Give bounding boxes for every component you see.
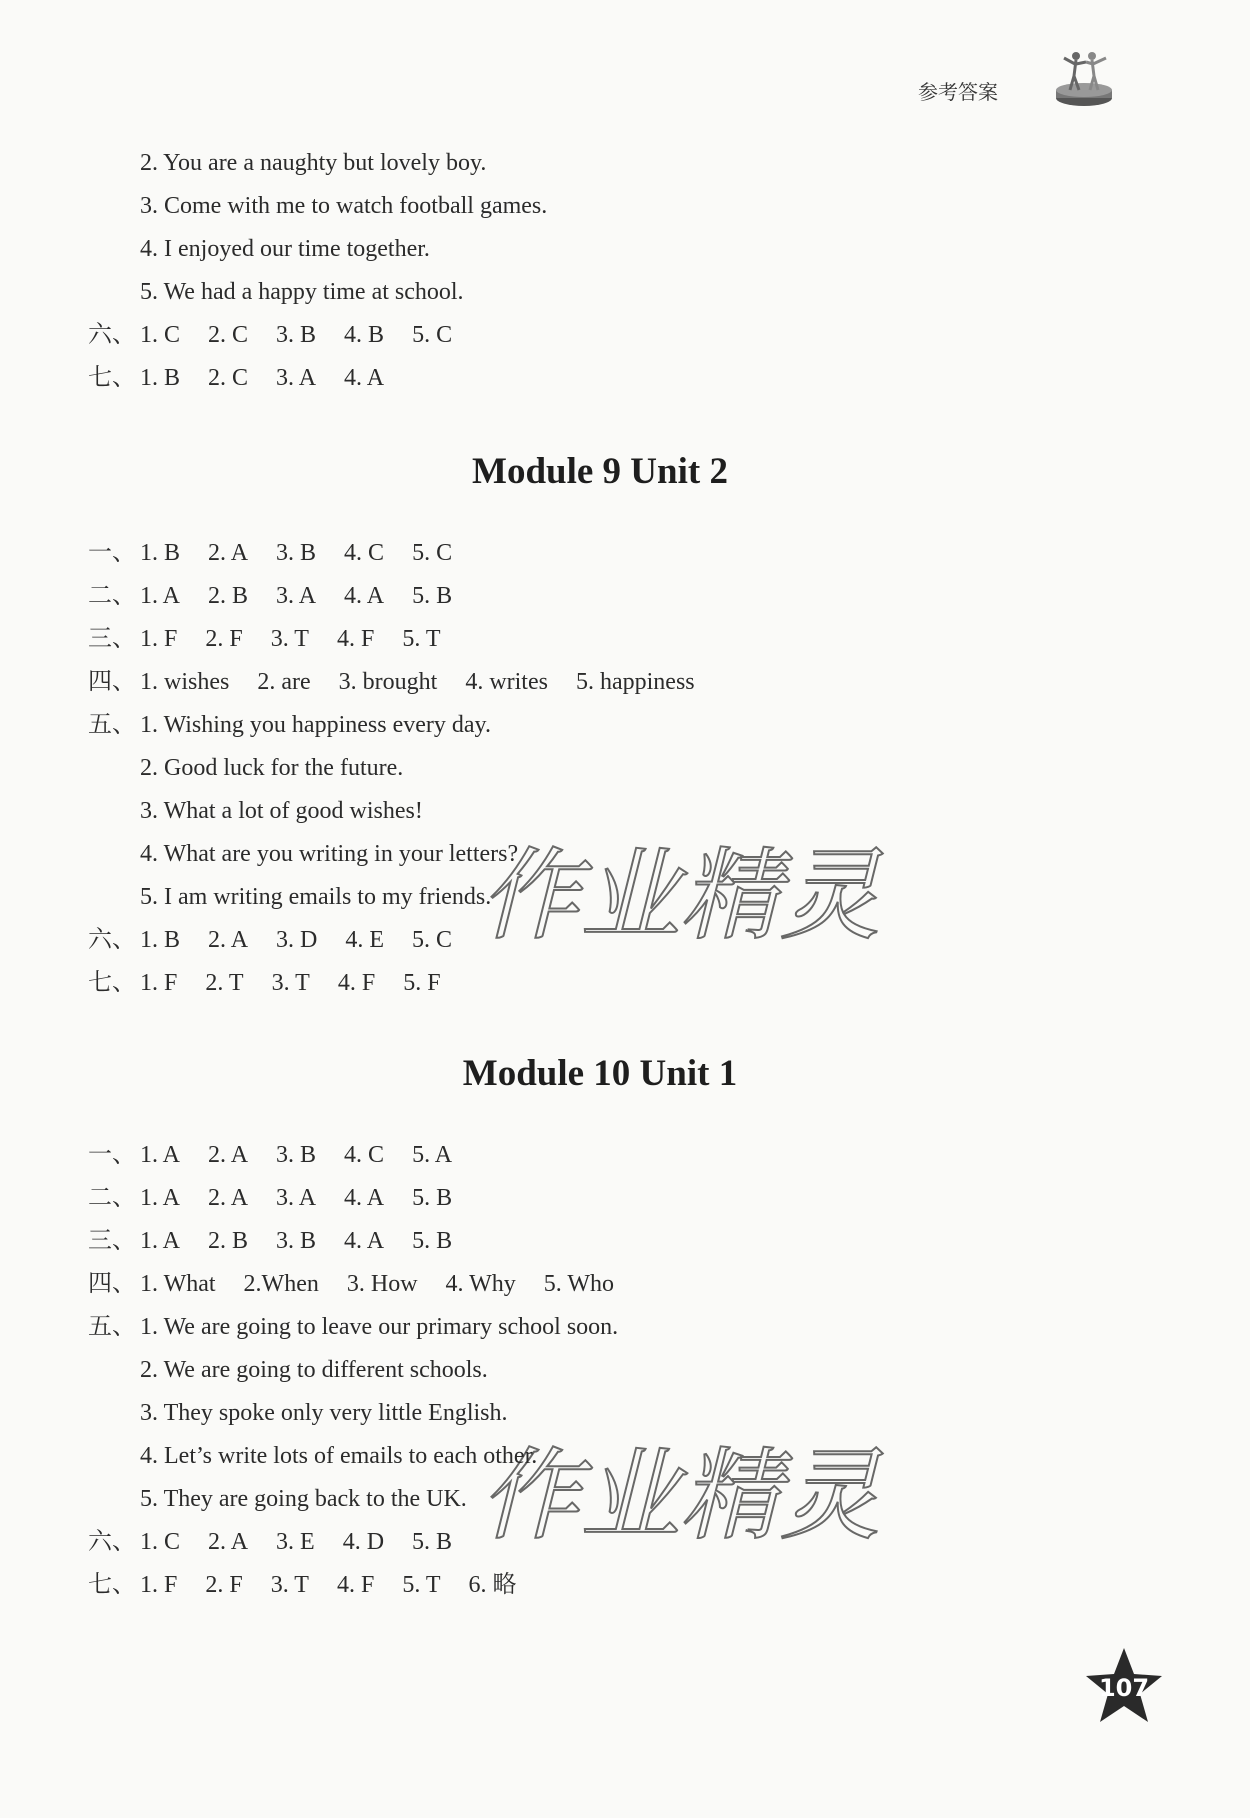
answer-content — [140, 1140, 480, 1170]
answer-content: 2. We are going to different schools. — [140, 1357, 488, 1383]
answer-content — [140, 1226, 480, 1256]
page-number-badge — [1084, 1646, 1164, 1726]
question-number: 六、 — [88, 927, 136, 953]
answer-item: 3. B — [276, 1228, 317, 1254]
answer-content — [140, 320, 480, 350]
question-number: 七、 — [88, 1572, 136, 1598]
answer-item: 5. B — [412, 1529, 453, 1555]
answer-item: 2. T — [205, 970, 244, 996]
question-number: 四、 — [88, 1271, 136, 1297]
svg-text:作业精灵: 作业精灵 — [480, 837, 880, 954]
answer-item: 1. C — [140, 322, 181, 348]
answer-item: 4. writes — [465, 669, 548, 695]
answer-item: 2. A — [208, 540, 249, 566]
question-number: 一、 — [88, 1142, 136, 1168]
answer-item: 4. F — [336, 1572, 375, 1598]
answer-content: 4. Let’s write lots of emails to each other. — [140, 1443, 538, 1469]
answer-item: 6. 略 — [468, 1572, 517, 1598]
answer-content: 3. Come with me to watch football games. — [140, 193, 548, 219]
answer-item: 2. F — [205, 626, 243, 652]
page-number: 107 — [1098, 1674, 1150, 1702]
answer-item: 1. B — [140, 927, 181, 953]
answer-item: 2. F — [205, 1572, 243, 1598]
answer-item: 2. A — [208, 1529, 249, 1555]
answer-content — [140, 624, 469, 654]
answer-item: 3. B — [276, 1142, 317, 1168]
answer-item: 3. T — [271, 970, 310, 996]
answer-content: 3. What a lot of good wishes! — [140, 798, 423, 824]
answer-item: 2. C — [208, 365, 249, 391]
answer-item: 5. A — [412, 1142, 453, 1168]
answer-item: 1. B — [140, 540, 181, 566]
answer-item: 2. A — [208, 1185, 249, 1211]
answer-content — [140, 1570, 545, 1600]
answer-item: 1. C — [140, 1529, 181, 1555]
answer-item: 3. B — [276, 322, 317, 348]
svg-text:作业精灵: 作业精灵 — [480, 1437, 880, 1554]
answer-item: 3. How — [346, 1271, 418, 1297]
answer-item: 4. A — [344, 1228, 385, 1254]
answer-item: 1. What — [140, 1271, 216, 1297]
question-number: 三、 — [88, 626, 136, 652]
answer-content — [140, 1269, 642, 1299]
header-label: 参考答案 — [918, 80, 998, 104]
answer-item: 4. Why — [445, 1271, 516, 1297]
answer-content: 2. Good luck for the future. — [140, 755, 404, 781]
answer-item: 4. A — [344, 1185, 385, 1211]
answer-item: 4. A — [344, 583, 385, 609]
answer-item: 4. B — [344, 322, 385, 348]
answer-item: 4. F — [336, 626, 375, 652]
answer-item: 5. T — [402, 1572, 441, 1598]
question-number: 七、 — [88, 365, 136, 391]
question-number: 五、 — [88, 1314, 136, 1340]
answer-item: 3. A — [276, 365, 317, 391]
answer-item: 4. F — [337, 970, 376, 996]
answer-content — [140, 538, 480, 568]
answer-item: 5. B — [412, 583, 453, 609]
answer-item: 2. B — [208, 1228, 249, 1254]
answer-content: 5. I am writing emails to my friends. — [140, 884, 492, 910]
answer-item: 5. F — [403, 970, 441, 996]
answer-item: 2. are — [257, 669, 311, 695]
answer-content: 1. Wishing you happiness every day. — [140, 712, 491, 738]
answer-content — [140, 363, 412, 393]
answer-item: 3. T — [270, 626, 309, 652]
answer-item: 5. C — [412, 927, 453, 953]
answer-item: 3. A — [276, 583, 317, 609]
answer-item: 3. A — [276, 1185, 317, 1211]
question-number: 七、 — [88, 970, 136, 996]
answer-item: 4. C — [344, 540, 385, 566]
answer-item: 2.When — [243, 1271, 319, 1297]
answer-item: 5. B — [412, 1185, 453, 1211]
question-number: 六、 — [88, 1529, 136, 1555]
module-heading: Module 9 Unit 2 — [472, 451, 728, 492]
answer-item: 2. C — [208, 322, 249, 348]
answer-content: 4. I enjoyed our time together. — [140, 236, 430, 262]
answer-content — [140, 581, 480, 611]
question-number: 二、 — [88, 1185, 136, 1211]
answer-content: 2. You are a naughty but lovely boy. — [140, 150, 487, 176]
answer-item: 5. Who — [543, 1271, 614, 1297]
question-number: 六、 — [88, 322, 136, 348]
answer-item: 5. C — [412, 322, 453, 348]
answer-content — [140, 1527, 480, 1557]
answer-item: 1. F — [140, 626, 178, 652]
answer-item: 5. C — [412, 540, 453, 566]
answer-content: 5. They are going back to the UK. — [140, 1486, 467, 1512]
answer-content — [140, 667, 723, 697]
question-number: 二、 — [88, 583, 136, 609]
answer-item: 1. A — [140, 1142, 181, 1168]
module-heading: Module 10 Unit 1 — [462, 1053, 738, 1094]
answer-content — [140, 1183, 480, 1213]
dancers-icon — [1052, 46, 1116, 110]
answer-item: 3. T — [270, 1572, 309, 1598]
answer-content: 3. They spoke only very little English. — [140, 1400, 508, 1426]
question-number: 三、 — [88, 1228, 136, 1254]
answer-item: 5. happiness — [575, 669, 695, 695]
answer-item: 4. C — [344, 1142, 385, 1168]
answer-item: 1. F — [140, 970, 178, 996]
question-number: 四、 — [88, 669, 136, 695]
answer-content: 4. What are you writing in your letters? — [140, 841, 519, 867]
answer-content — [140, 925, 480, 955]
answer-item: 3. E — [276, 1529, 315, 1555]
answer-item: 4. E — [345, 927, 385, 953]
answer-item: 5. B — [412, 1228, 453, 1254]
answer-item: 1. B — [140, 365, 181, 391]
answer-content — [140, 968, 469, 998]
answer-item: 4. A — [344, 365, 385, 391]
answer-item: 3. B — [276, 540, 317, 566]
answer-item: 1. A — [140, 1228, 181, 1254]
answer-item: 4. D — [342, 1529, 385, 1555]
answer-item: 1. wishes — [140, 669, 230, 695]
question-number: 五、 — [88, 712, 136, 738]
answer-item: 5. T — [402, 626, 441, 652]
answer-item: 1. A — [140, 1185, 181, 1211]
answer-item: 2. B — [208, 583, 249, 609]
answer-content: 5. We had a happy time at school. — [140, 279, 464, 305]
answer-item: 2. A — [208, 927, 249, 953]
answer-item: 3. brought — [338, 669, 438, 695]
answer-content: 1. We are going to leave our primary school soon. — [140, 1314, 619, 1340]
answer-item: 1. A — [140, 583, 181, 609]
question-number: 一、 — [88, 540, 136, 566]
answer-item: 2. A — [208, 1142, 249, 1168]
answer-item: 3. D — [276, 927, 318, 953]
answer-item: 1. F — [140, 1572, 178, 1598]
